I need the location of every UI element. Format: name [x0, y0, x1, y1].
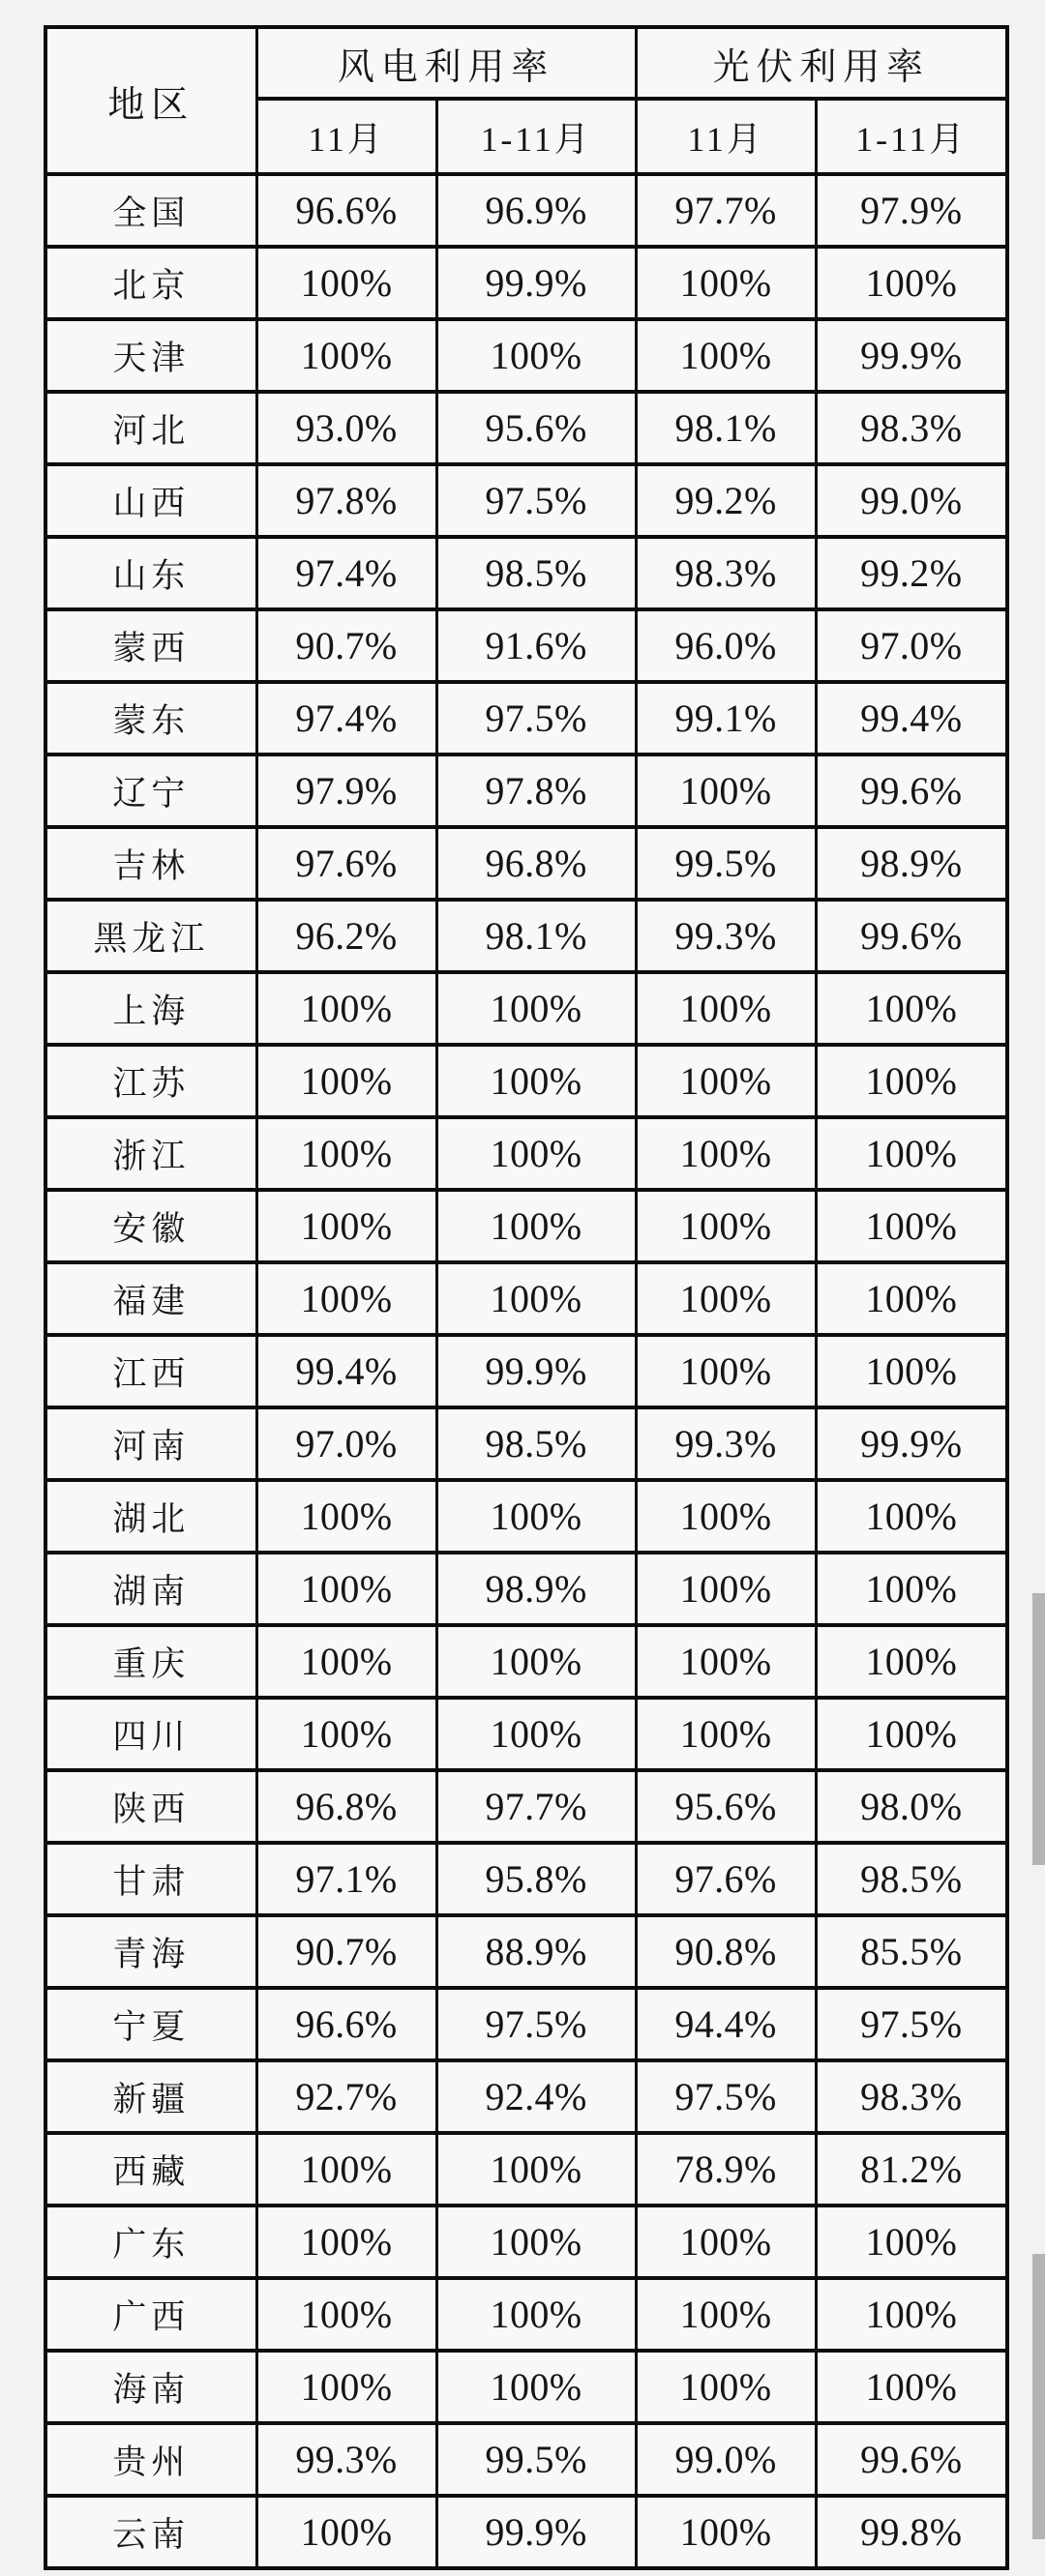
value-cell: 98.3%: [636, 537, 816, 609]
value-cell: 99.9%: [436, 247, 636, 319]
table-row: [45, 1915, 1007, 1988]
table-row: [45, 392, 1007, 464]
value-cell: 100%: [816, 1117, 1007, 1190]
table-body: [45, 174, 1007, 2568]
region-cell: 广东: [45, 2206, 256, 2278]
value-cell: 100%: [636, 1262, 816, 1335]
table-row: [45, 1625, 1007, 1698]
table-row: [45, 827, 1007, 900]
value-cell: 100%: [256, 1553, 436, 1625]
value-cell: 100%: [816, 1553, 1007, 1625]
value-cell: 100%: [636, 1045, 816, 1117]
wind-november-column-header: 11月: [256, 99, 436, 174]
value-cell: 99.5%: [436, 2423, 636, 2496]
wind-utilization-group-header: 风电利用率: [256, 27, 636, 99]
region-cell: 江西: [45, 1335, 256, 1407]
value-cell: 100%: [636, 1335, 816, 1407]
region-cell: 天津: [45, 319, 256, 392]
region-cell: 云南: [45, 2496, 256, 2568]
value-cell: 100%: [816, 2206, 1007, 2278]
value-cell: 100%: [436, 1625, 636, 1698]
region-cell: 江苏: [45, 1045, 256, 1117]
value-cell: 100%: [636, 1553, 816, 1625]
value-cell: 100%: [636, 2206, 816, 2278]
value-cell: 99.9%: [436, 1335, 636, 1407]
value-cell: 100%: [636, 2351, 816, 2423]
value-cell: 97.7%: [636, 174, 816, 247]
value-cell: 100%: [816, 2351, 1007, 2423]
value-cell: 100%: [256, 1625, 436, 1698]
value-cell: 98.9%: [816, 827, 1007, 900]
value-cell: 100%: [816, 1262, 1007, 1335]
value-cell: 100%: [256, 1190, 436, 1262]
value-cell: 99.6%: [816, 755, 1007, 827]
value-cell: 99.1%: [636, 682, 816, 755]
table-row: [45, 174, 1007, 247]
value-cell: 91.6%: [436, 609, 636, 682]
scrollbar-thumb[interactable]: [1032, 1593, 1045, 1865]
value-cell: 99.4%: [816, 682, 1007, 755]
region-cell: 福建: [45, 1262, 256, 1335]
table-row: [45, 247, 1007, 319]
value-cell: 100%: [436, 1190, 636, 1262]
value-cell: 100%: [256, 972, 436, 1045]
table-row: [45, 609, 1007, 682]
value-cell: 100%: [636, 2496, 816, 2568]
value-cell: 88.9%: [436, 1915, 636, 1988]
region-cell: 四川: [45, 1698, 256, 1770]
region-cell: 西藏: [45, 2133, 256, 2206]
region-cell: 上海: [45, 972, 256, 1045]
value-cell: 100%: [256, 1480, 436, 1553]
value-cell: 99.2%: [816, 537, 1007, 609]
table-row: [45, 537, 1007, 609]
value-cell: 98.3%: [816, 2060, 1007, 2133]
region-column-header: 地区: [45, 27, 256, 174]
value-cell: 100%: [436, 319, 636, 392]
value-cell: 96.2%: [256, 900, 436, 972]
value-cell: 100%: [256, 2133, 436, 2206]
solar-november-column-header: 11月: [636, 99, 816, 174]
value-cell: 100%: [816, 972, 1007, 1045]
region-cell: 浙江: [45, 1117, 256, 1190]
table-row: [45, 1045, 1007, 1117]
value-cell: 100%: [256, 1262, 436, 1335]
table-row: [45, 319, 1007, 392]
value-cell: 94.4%: [636, 1988, 816, 2060]
table-row: [45, 1262, 1007, 1335]
table-row: [45, 2351, 1007, 2423]
table-row: [45, 1553, 1007, 1625]
value-cell: 99.0%: [636, 2423, 816, 2496]
value-cell: 100%: [816, 1335, 1007, 1407]
value-cell: 98.1%: [636, 392, 816, 464]
table-row: [45, 1698, 1007, 1770]
region-cell: 蒙东: [45, 682, 256, 755]
value-cell: 90.7%: [256, 609, 436, 682]
value-cell: 90.7%: [256, 1915, 436, 1988]
region-cell: 重庆: [45, 1625, 256, 1698]
region-cell: 贵州: [45, 2423, 256, 2496]
value-cell: 96.8%: [256, 1770, 436, 1843]
value-cell: 97.4%: [256, 537, 436, 609]
value-cell: 100%: [636, 972, 816, 1045]
region-cell: 吉林: [45, 827, 256, 900]
value-cell: 99.3%: [256, 2423, 436, 2496]
table-header: [45, 27, 1007, 174]
value-cell: 100%: [436, 1117, 636, 1190]
value-cell: 99.3%: [636, 900, 816, 972]
value-cell: 100%: [436, 972, 636, 1045]
value-cell: 99.8%: [816, 2496, 1007, 2568]
value-cell: 100%: [436, 2206, 636, 2278]
value-cell: 100%: [636, 1117, 816, 1190]
value-cell: 100%: [256, 247, 436, 319]
value-cell: 99.5%: [636, 827, 816, 900]
region-cell: 海南: [45, 2351, 256, 2423]
value-cell: 96.6%: [256, 1988, 436, 2060]
region-cell: 青海: [45, 1915, 256, 1988]
value-cell: 97.6%: [636, 1843, 816, 1915]
value-cell: 92.4%: [436, 2060, 636, 2133]
value-cell: 100%: [256, 2351, 436, 2423]
region-cell: 新疆: [45, 2060, 256, 2133]
value-cell: 97.9%: [256, 755, 436, 827]
value-cell: 97.5%: [436, 1988, 636, 2060]
value-cell: 96.0%: [636, 609, 816, 682]
value-cell: 100%: [636, 1190, 816, 1262]
value-cell: 100%: [816, 247, 1007, 319]
value-cell: 99.9%: [816, 1407, 1007, 1480]
table-row: [45, 1190, 1007, 1262]
value-cell: 85.5%: [816, 1915, 1007, 1988]
table-row: [45, 1843, 1007, 1915]
wind-jan-november-column-header: 1-11月: [436, 99, 636, 174]
value-cell: 99.0%: [816, 464, 1007, 537]
table-row: [45, 1770, 1007, 1843]
region-cell: 湖北: [45, 1480, 256, 1553]
value-cell: 98.5%: [816, 1843, 1007, 1915]
value-cell: 90.8%: [636, 1915, 816, 1988]
region-cell: 宁夏: [45, 1988, 256, 2060]
table-row: [45, 2278, 1007, 2351]
region-cell: 安徽: [45, 1190, 256, 1262]
table-row: [45, 1335, 1007, 1407]
table-row: [45, 682, 1007, 755]
utilization-table: [44, 25, 1009, 2570]
table-row: [45, 900, 1007, 972]
value-cell: 98.9%: [436, 1553, 636, 1625]
solar-jan-november-column-header: 1-11月: [816, 99, 1007, 174]
value-cell: 95.8%: [436, 1843, 636, 1915]
value-cell: 100%: [436, 2351, 636, 2423]
region-cell: 广西: [45, 2278, 256, 2351]
region-cell: 陕西: [45, 1770, 256, 1843]
region-cell: 辽宁: [45, 755, 256, 827]
table-row: [45, 755, 1007, 827]
scrollbar-thumb[interactable]: [1032, 2254, 1045, 2539]
value-cell: 92.7%: [256, 2060, 436, 2133]
value-cell: 99.6%: [816, 900, 1007, 972]
region-cell: 山西: [45, 464, 256, 537]
value-cell: 100%: [636, 1625, 816, 1698]
table-row: [45, 1407, 1007, 1480]
region-cell: 山东: [45, 537, 256, 609]
value-cell: 100%: [636, 755, 816, 827]
region-cell: 黑龙江: [45, 900, 256, 972]
value-cell: 97.5%: [436, 682, 636, 755]
value-cell: 97.5%: [816, 1988, 1007, 2060]
value-cell: 100%: [816, 1625, 1007, 1698]
table-row: [45, 1988, 1007, 2060]
value-cell: 97.8%: [256, 464, 436, 537]
value-cell: 100%: [436, 1698, 636, 1770]
value-cell: 100%: [256, 1698, 436, 1770]
region-cell: 河南: [45, 1407, 256, 1480]
region-cell: 全国: [45, 174, 256, 247]
region-cell: 河北: [45, 392, 256, 464]
value-cell: 100%: [436, 1262, 636, 1335]
value-cell: 100%: [636, 1698, 816, 1770]
value-cell: 100%: [256, 2496, 436, 2568]
table-row: [45, 464, 1007, 537]
table-row: [45, 2133, 1007, 2206]
value-cell: 97.0%: [256, 1407, 436, 1480]
value-cell: 98.5%: [436, 1407, 636, 1480]
value-cell: 99.9%: [436, 2496, 636, 2568]
table-row: [45, 1480, 1007, 1553]
value-cell: 97.5%: [636, 2060, 816, 2133]
table-row: [45, 2206, 1007, 2278]
solar-utilization-group-header: 光伏利用率: [636, 27, 1007, 99]
value-cell: 97.0%: [816, 609, 1007, 682]
value-cell: 100%: [816, 1045, 1007, 1117]
table-row: [45, 2060, 1007, 2133]
region-cell: 甘肃: [45, 1843, 256, 1915]
value-cell: 95.6%: [636, 1770, 816, 1843]
value-cell: 97.9%: [816, 174, 1007, 247]
value-cell: 99.3%: [636, 1407, 816, 1480]
value-cell: 96.8%: [436, 827, 636, 900]
table-row: [45, 2496, 1007, 2568]
value-cell: 100%: [436, 2278, 636, 2351]
table-row: [45, 2423, 1007, 2496]
value-cell: 97.4%: [256, 682, 436, 755]
value-cell: 99.9%: [816, 319, 1007, 392]
value-cell: 100%: [436, 1045, 636, 1117]
value-cell: 97.6%: [256, 827, 436, 900]
value-cell: 97.5%: [436, 464, 636, 537]
table-row: [45, 972, 1007, 1045]
region-cell: 蒙西: [45, 609, 256, 682]
value-cell: 96.9%: [436, 174, 636, 247]
value-cell: 98.1%: [436, 900, 636, 972]
value-cell: 100%: [256, 2278, 436, 2351]
value-cell: 100%: [816, 1190, 1007, 1262]
value-cell: 100%: [816, 1698, 1007, 1770]
table-row: [45, 1117, 1007, 1190]
value-cell: 97.8%: [436, 755, 636, 827]
value-cell: 97.7%: [436, 1770, 636, 1843]
value-cell: 99.6%: [816, 2423, 1007, 2496]
value-cell: 100%: [436, 1480, 636, 1553]
value-cell: 81.2%: [816, 2133, 1007, 2206]
region-cell: 湖南: [45, 1553, 256, 1625]
value-cell: 98.3%: [816, 392, 1007, 464]
value-cell: 78.9%: [636, 2133, 816, 2206]
value-cell: 98.5%: [436, 537, 636, 609]
value-cell: 99.2%: [636, 464, 816, 537]
value-cell: 100%: [636, 247, 816, 319]
value-cell: 100%: [636, 2278, 816, 2351]
value-cell: 100%: [816, 1480, 1007, 1553]
value-cell: 95.6%: [436, 392, 636, 464]
value-cell: 100%: [816, 2278, 1007, 2351]
value-cell: 100%: [256, 319, 436, 392]
value-cell: 100%: [636, 319, 816, 392]
value-cell: 97.1%: [256, 1843, 436, 1915]
value-cell: 93.0%: [256, 392, 436, 464]
value-cell: 100%: [256, 2206, 436, 2278]
value-cell: 99.4%: [256, 1335, 436, 1407]
value-cell: 100%: [436, 2133, 636, 2206]
region-cell: 北京: [45, 247, 256, 319]
value-cell: 96.6%: [256, 174, 436, 247]
value-cell: 100%: [636, 1480, 816, 1553]
value-cell: 100%: [256, 1045, 436, 1117]
value-cell: 98.0%: [816, 1770, 1007, 1843]
value-cell: 100%: [256, 1117, 436, 1190]
